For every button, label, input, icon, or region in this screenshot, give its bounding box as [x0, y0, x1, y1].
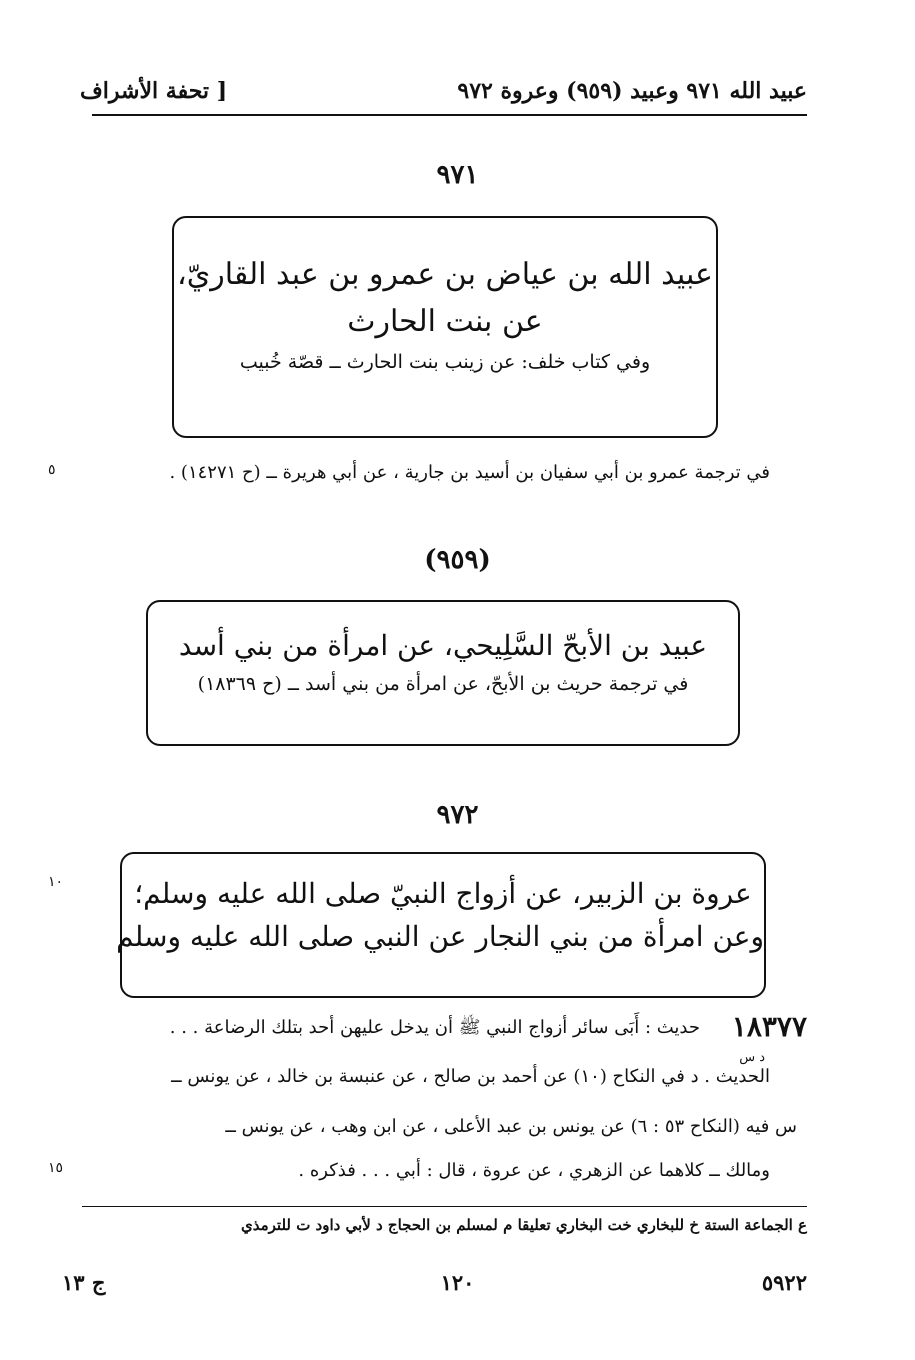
box-line: عبيد بن الأبحّ السَّلِيحي، عن امرأة من بني أسد — [178, 629, 708, 662]
hadith-text-line: ومالك ــ كلاهما عن الزهري ، عن عروة ، قال : أبي . . . فذكره . — [298, 1160, 770, 1181]
box-line: عبيد الله بن عياض بن عمرو بن عبد القاريّ، — [177, 257, 713, 292]
section-number-959: (٩٥٩) — [424, 545, 491, 575]
running-header-title: عبيد الله ٩٧١ وعبيد (٩٥٩) وعروة ٩٧٢ — [457, 78, 807, 104]
box-line: عروة بن الزبير، عن أزواج النبيّ صلى الله عليه وسلم؛ — [134, 877, 752, 910]
section-box-959 — [146, 600, 740, 746]
box-line: عن بنت الحارث — [347, 303, 543, 339]
hadith-number: ١٨٣٧٧ — [731, 1010, 807, 1043]
hadith-text-line: حديث : أَبَى سائر أزواج النبي ﷺ أن يدخل عليهن أحد بتلك الرضاعة . . . — [169, 1017, 700, 1038]
footnote-rule — [82, 1206, 807, 1207]
page-number: ١٢٠ — [440, 1270, 475, 1295]
footer-record-number: ٥٩٢٢ — [761, 1270, 807, 1295]
box-line: وفي كتاب خلف: عن زينب بنت الحارث ــ قصّة خُبيب — [239, 351, 651, 373]
running-header-book: [ تحفة الأشراف — [80, 78, 228, 104]
box-line: وعن امرأة من بني النجار عن النبي صلى الله عليه وسلم — [116, 920, 764, 954]
section-box-972 — [116, 852, 766, 998]
hadith-text-line: س فيه (النكاح ٥٣ : ٦) عن يونس بن عبد الأعلى ، عن ابن وهب ، عن يونس ــ — [225, 1116, 797, 1137]
line-margin-number: ١٠ — [48, 874, 64, 890]
volume-number: ج ١٣ — [62, 1270, 106, 1295]
section-number-972: ٩٧٢ — [436, 800, 479, 830]
line-margin-number: ٥ — [48, 462, 56, 478]
section-number-971: ٩٧١ — [436, 160, 479, 190]
hadith-text-line: الحديث . د في النكاح (١٠) عن أحمد بن صالح ، عن عنبسة بن خالد ، عن يونس ــ — [171, 1066, 770, 1087]
sigla-marker: د س — [739, 1050, 765, 1065]
section-box-971 — [172, 216, 718, 438]
sigla-key-footnote: ع الجماعة الستة خ للبخاري خت البخاري تعليقا م لمسلم بن الحجاج د لأبي داود ت للترمذي — [241, 1216, 807, 1234]
header-rule — [92, 114, 807, 116]
box-line: في ترجمة حريث بن الأبحّ، عن امرأة من بني أسد ــ (ح ١٨٣٦٩) — [197, 673, 689, 696]
line-margin-number: ١٥ — [48, 1160, 64, 1176]
cross-reference-note: في ترجمة عمرو بن أبي سفيان بن أسيد بن جارية ، عن أبي هريرة ــ (ح ١٤٢٧١) . — [169, 462, 770, 483]
